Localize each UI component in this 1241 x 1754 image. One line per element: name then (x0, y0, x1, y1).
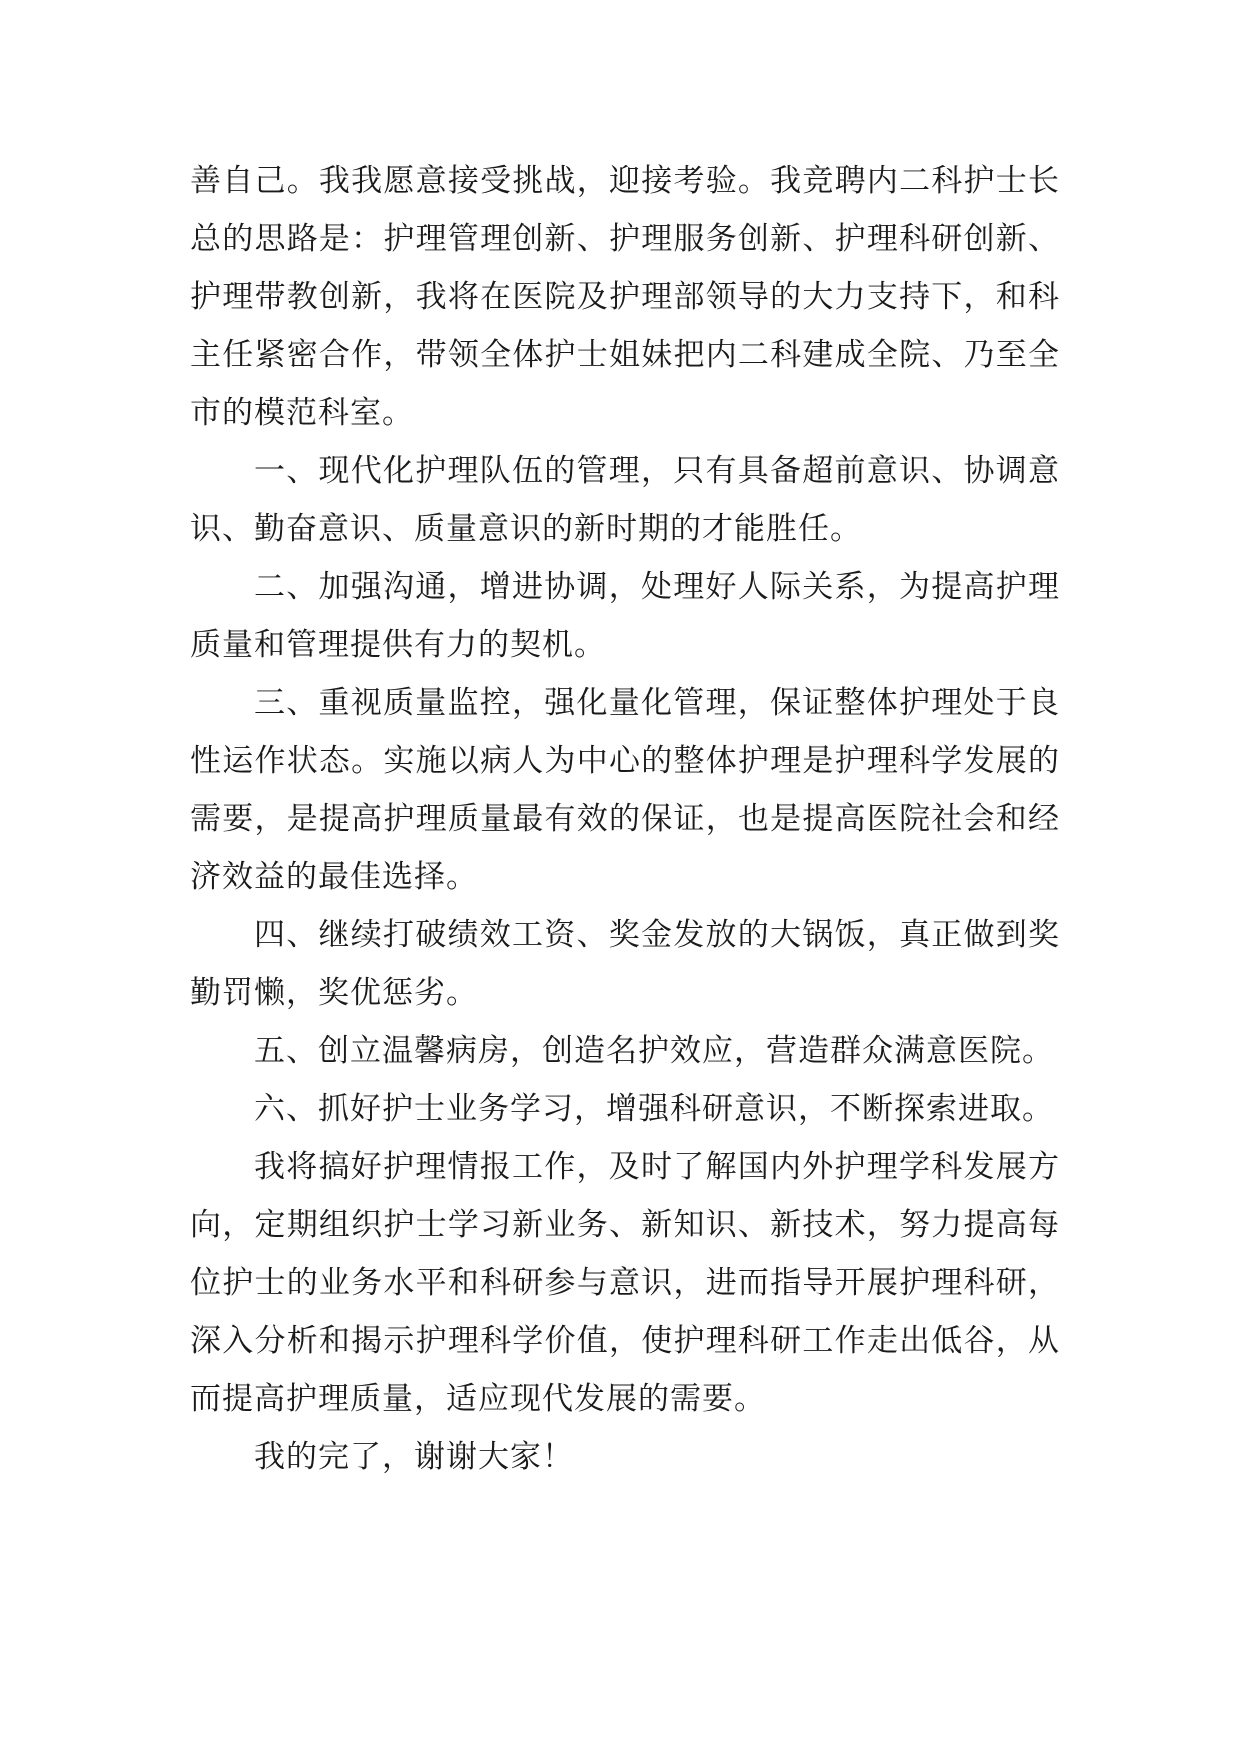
paragraph-5: 四、继续打破绩效工资、奖金发放的大锅饭，真正做到奖勤罚懒，奖优惩劣。 (190, 917, 1060, 1011)
document-body (190, 152, 1060, 1486)
paragraph-8: 我将搞好护理情报工作，及时了解国内外护理学科发展方向，定期组织护士学习新业务、新知识、新技术，努力提高每位护士的业务水平和科研参与意识，进而指导开展护理科研，深入分析和揭示护理科学价值，使护理科研工作走出低谷，从而提高护理质量，适应现代发展的需要。 (190, 1149, 1060, 1417)
paragraph-4: 三、重视质量监控，强化量化管理，保证整体护理处于良性运作状态。实施以病人为中心的整体护理是护理科学发展的需要，是提高护理质量最有效的保证，也是提高医院社会和经济效益的最佳选择。 (190, 685, 1060, 895)
paragraph-6: 五、创立温馨病房，创造名护效应，营造群众满意医院。 (254, 1033, 1054, 1069)
paragraph-7: 六、抓好护士业务学习，增强科研意识，不断探索进取。 (254, 1091, 1054, 1127)
paragraph-1: 善自己。我我愿意接受挑战，迎接考验。我竞聘内二科护士长总的思路是：护理管理创新、护理服务创新、护理科研创新、护理带教创新，我将在医院及护理部领导的大力支持下，和科主任紧密合作，带领全体护士姐妹把内二科建成全院、乃至全市的模范科室。 (190, 163, 1060, 431)
paragraph-2: 一、现代化护理队伍的管理，只有具备超前意识、协调意识、勤奋意识、质量意识的新时期的才能胜任。 (190, 453, 1060, 547)
paragraph-3: 二、加强沟通，增进协调，处理好人际关系，为提高护理质量和管理提供有力的契机。 (190, 569, 1060, 663)
paragraph-9: 我的完了，谢谢大家！ (254, 1439, 574, 1475)
